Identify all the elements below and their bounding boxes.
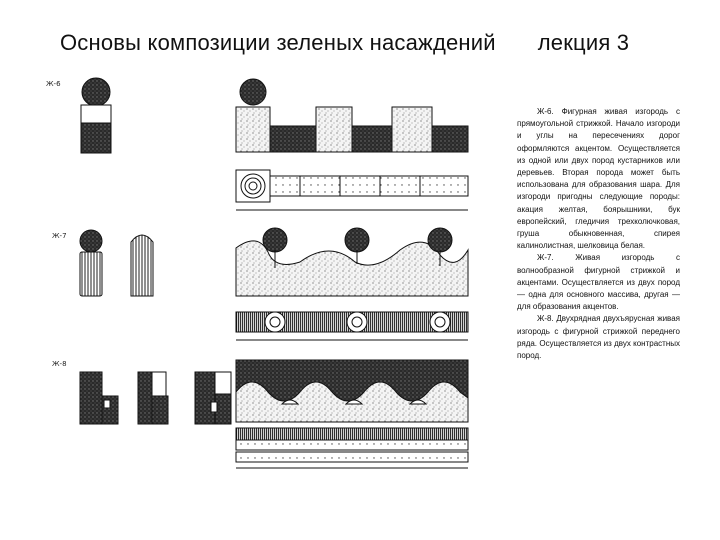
j6-plan — [236, 170, 468, 210]
ball-crown-icon — [82, 78, 110, 106]
title-text: Основы композиции зеленых насаждений — [60, 30, 496, 55]
description-j7: Ж-7. Живая изгородь с волнообразной фигурной стрижкой и акцентами. Осуществляется из двух пород — одна для основного массива, другая — для образования акцентов. — [517, 253, 680, 312]
j7-plan — [236, 312, 468, 340]
column-top — [81, 105, 111, 123]
j6-elevation — [236, 79, 468, 152]
j8-elevation — [236, 360, 468, 422]
plate-j8 — [52, 360, 468, 468]
column-base — [81, 123, 111, 153]
label-j7: Ж-7 — [52, 232, 67, 240]
label-j6: Ж-6 — [46, 80, 61, 88]
tree-crown-icon — [80, 230, 102, 252]
trunk-section — [80, 252, 102, 296]
j8-plan — [236, 428, 468, 468]
description-j6: Ж-6. Фигурная живая изгородь с прямоугольной стрижкой. Начало изгороди и углы на пересечениях дорог оформляются акцентом. Осуществляется из одной или двух пород кустарников или деревьев. Вторая порода может быть использована для образования шара. Для изгороди пригодны следующие породы: акация желтая, боярышники, бук европейский, гледичия трехколючковая, груша обыкновенная, спирея калинолистная, шелковица белая. — [517, 107, 680, 251]
j7-elevation — [236, 228, 468, 296]
description-j8: Ж-8. Двухрядная двухъярусная живая изгородь с фигурной стрижкой переднего ряда. Осуществляется из двух контрастных пород. — [517, 314, 680, 361]
plate-j7 — [52, 228, 468, 340]
description-text — [517, 106, 680, 362]
rounded-hedge-section — [131, 235, 153, 296]
plate-j6 — [46, 78, 468, 210]
j8-sections — [80, 372, 231, 424]
lecture-number: лекция 3 — [537, 30, 630, 55]
label-j8: Ж-8 — [52, 360, 67, 368]
